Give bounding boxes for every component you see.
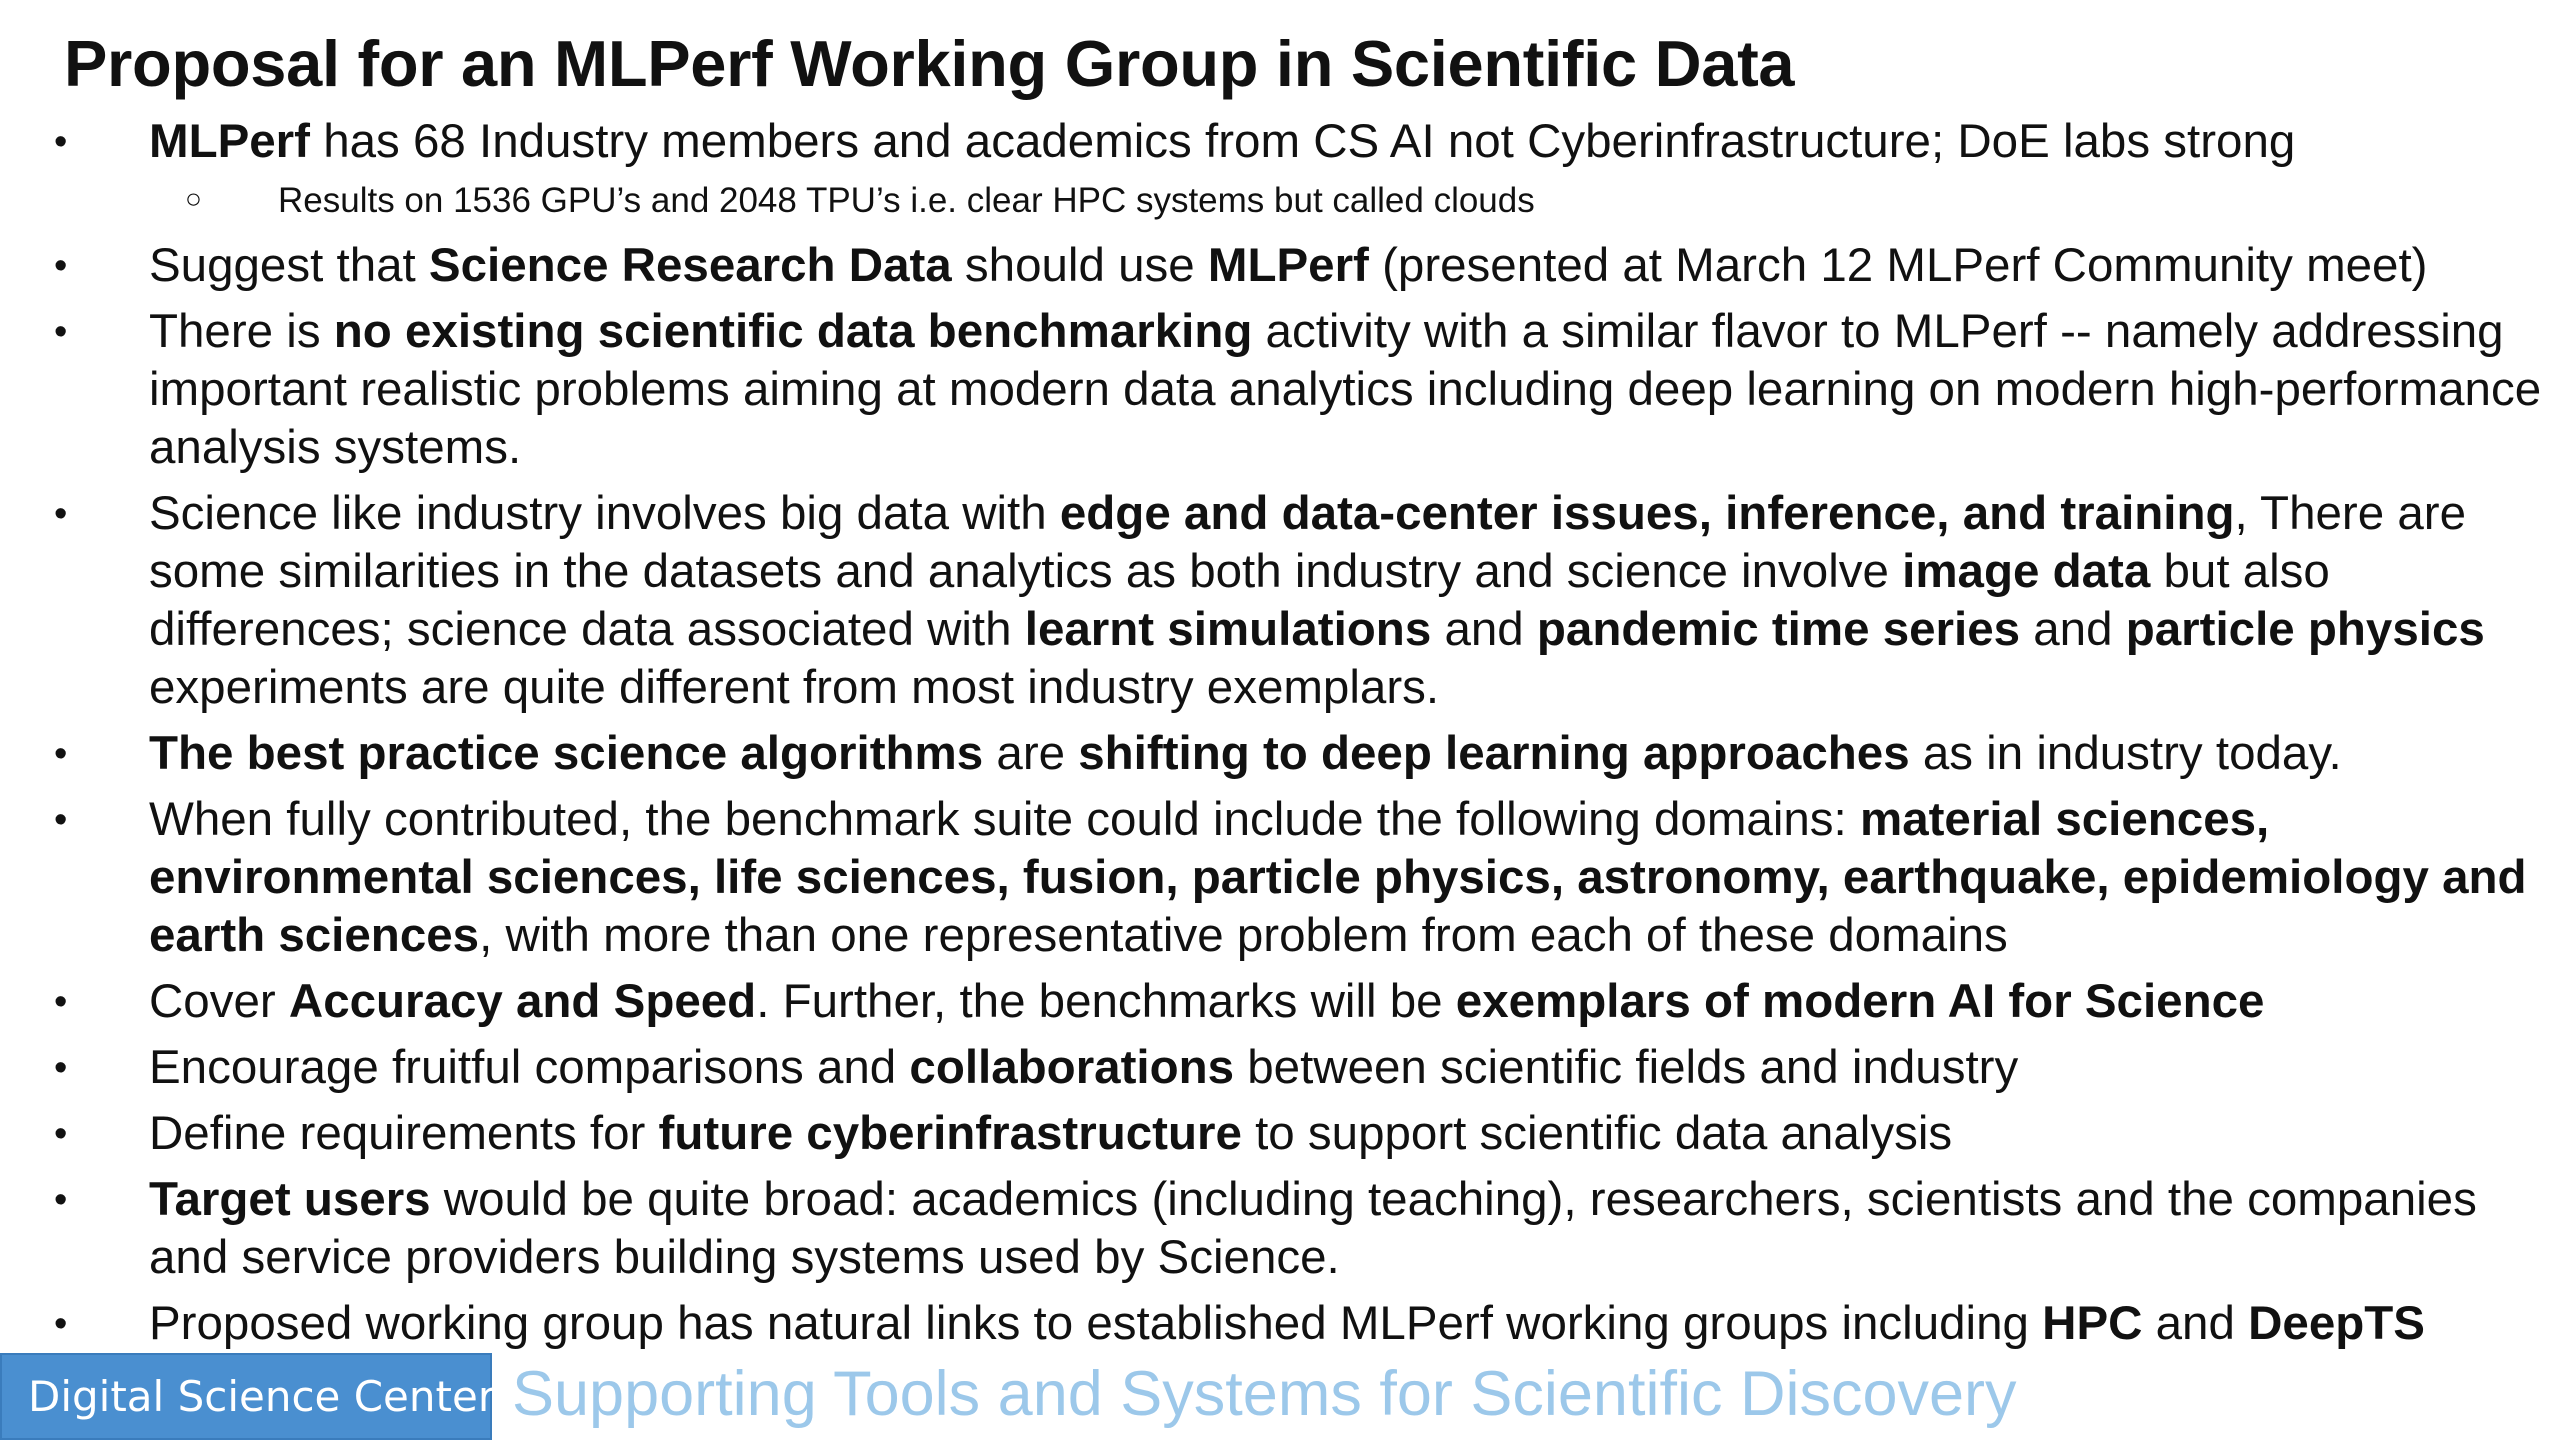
bullet-emphasis: image data <box>1902 545 2151 598</box>
bullet-emphasis: Science Research Data <box>428 239 952 292</box>
bullet-text <box>149 305 2541 474</box>
bullet-segment: should use <box>951 239 1208 292</box>
slide-title: Proposal for an MLPerf Working Group in Scientific Data <box>64 27 1795 100</box>
bullet-emphasis: MLPerf <box>149 115 310 168</box>
footer-badge: Digital Science Center <box>0 1353 492 1440</box>
bullet-text <box>149 727 2342 780</box>
bullet-item <box>0 725 2560 783</box>
sub-bullet-text: Results on 1536 GPU’s and 2048 TPU’s i.e. clear HPC systems but called clouds <box>278 181 1535 220</box>
bullet-emphasis: exemplars of modern AI for Science <box>1455 975 2265 1028</box>
bullet-marker: • <box>54 1113 68 1155</box>
bullet-item <box>0 1171 2560 1287</box>
bullet-text <box>149 975 2264 1028</box>
bullet-segment: between scientific fields and industry <box>1234 1041 2019 1094</box>
bullet-segment: Define requirements for <box>149 1107 659 1160</box>
bullet-segment: would be quite broad: academics (including teaching), researchers, scientists and the companies and service providers building systems used by Science. <box>149 1173 2477 1284</box>
bullet-emphasis: The best practice science algorithms <box>149 727 984 780</box>
bullet-emphasis: collaborations <box>909 1041 1235 1094</box>
bullet-segment: Cover <box>149 975 289 1028</box>
bullet-segment: and <box>2142 1297 2249 1350</box>
bullet-segment: Science like industry involves big data with <box>149 487 1060 540</box>
bullet-segment: and <box>1431 603 1537 656</box>
bullet-item <box>0 1105 2560 1163</box>
bullet-segment: activity with a similar flavor to MLPerf -- namely addressing important realistic problems aiming at modern data analytics including deep learning on modern high-performance analysis systems. <box>149 305 2542 474</box>
bullet-marker: • <box>54 1303 68 1345</box>
bullet-marker: • <box>54 733 68 775</box>
bullet-marker: • <box>54 493 68 535</box>
bullet-item <box>0 237 2560 295</box>
bullet-emphasis: material sciences, environmental sciences, life sciences, fusion, particle physics, astronomy, earthquake, epidemiology and earth sciences <box>149 793 2527 962</box>
bullet-marker: • <box>54 1179 68 1221</box>
bullet-emphasis: learnt simulations <box>1024 603 1432 656</box>
bullet-segment: , There are some similarities in the datasets and analytics as both industry and science involve <box>149 487 2466 598</box>
bullet-segment: but also differences; science data associated with <box>149 545 2330 656</box>
bullet-emphasis: pandemic time series <box>1536 603 2021 656</box>
bullet-emphasis: HPC <box>2042 1297 2143 1350</box>
bullet-segment: . Further, the benchmarks will be <box>756 975 1456 1028</box>
bullet-text <box>149 1173 2477 1284</box>
bullet-item <box>0 485 2560 717</box>
bullet-segment: to support scientific data analysis <box>1241 1107 1953 1160</box>
bullet-marker: • <box>54 311 68 353</box>
bullet-segment: Encourage fruitful comparisons and <box>149 1041 910 1094</box>
bullet-text <box>149 1297 2425 1350</box>
bullet-text <box>149 1041 2018 1094</box>
bullet-item <box>0 1039 2560 1097</box>
bullet-emphasis: edge and data-center issues, inference, and training <box>1059 487 2235 540</box>
bullet-marker: • <box>54 121 68 163</box>
bullet-segment: and <box>2020 603 2126 656</box>
bullet-segment: experiments are quite different from most industry exemplars. <box>149 661 1440 714</box>
bullet-segment: are <box>983 727 1079 780</box>
bullet-segment: Proposed working group has natural links to established MLPerf working groups including <box>149 1297 2043 1350</box>
bullet-emphasis: MLPerf <box>1207 239 1369 292</box>
bullet-text <box>149 239 2427 292</box>
bullet-segment: , with more than one representative problem from each of these domains <box>479 909 2008 962</box>
bullet-segment: Suggest that <box>149 239 429 292</box>
bullet-text <box>149 115 2295 168</box>
bullet-segment: There is <box>149 305 334 358</box>
bullet-emphasis: Target users <box>149 1173 431 1226</box>
bullet-item <box>0 1295 2560 1353</box>
sub-bullet-marker: ○ <box>185 183 202 214</box>
bullet-segment: When fully contributed, the benchmark suite could include the following domains: <box>149 793 1860 846</box>
bullet-marker: • <box>54 799 68 841</box>
bullet-emphasis: no existing scientific data benchmarking <box>333 305 1253 358</box>
bullet-emphasis: Accuracy and Speed <box>288 975 757 1028</box>
bullet-text <box>149 1107 1952 1160</box>
bullet-item <box>0 973 2560 1031</box>
bullet-emphasis: DeepTS <box>2248 1297 2425 1350</box>
bullet-emphasis: future cyberinfrastructure <box>658 1107 1242 1160</box>
bullet-marker: • <box>54 981 68 1023</box>
bullet-item <box>0 791 2560 965</box>
bullet-segment: as in industry today. <box>1909 727 2342 780</box>
bullet-segment: (presented at March 12 MLPerf Community meet) <box>1368 239 2428 292</box>
bullet-marker: • <box>54 245 68 287</box>
bullet-item <box>0 113 2560 171</box>
bullet-segment: has 68 Industry members and academics from CS AI not Cyberinfrastructure; DoE labs strong <box>310 115 2296 168</box>
bullet-text <box>149 487 2485 714</box>
bullet-item <box>0 303 2560 477</box>
bullet-emphasis: particle physics <box>2125 603 2485 656</box>
sub-bullet-item <box>0 179 2560 223</box>
bullet-list <box>0 113 2560 1361</box>
footer-tagline: Supporting Tools and Systems for Scientific Discovery <box>512 1359 2017 1429</box>
bullet-emphasis: shifting to deep learning approaches <box>1078 727 1910 780</box>
bullet-text <box>149 793 2527 962</box>
bullet-marker: • <box>54 1047 68 1089</box>
